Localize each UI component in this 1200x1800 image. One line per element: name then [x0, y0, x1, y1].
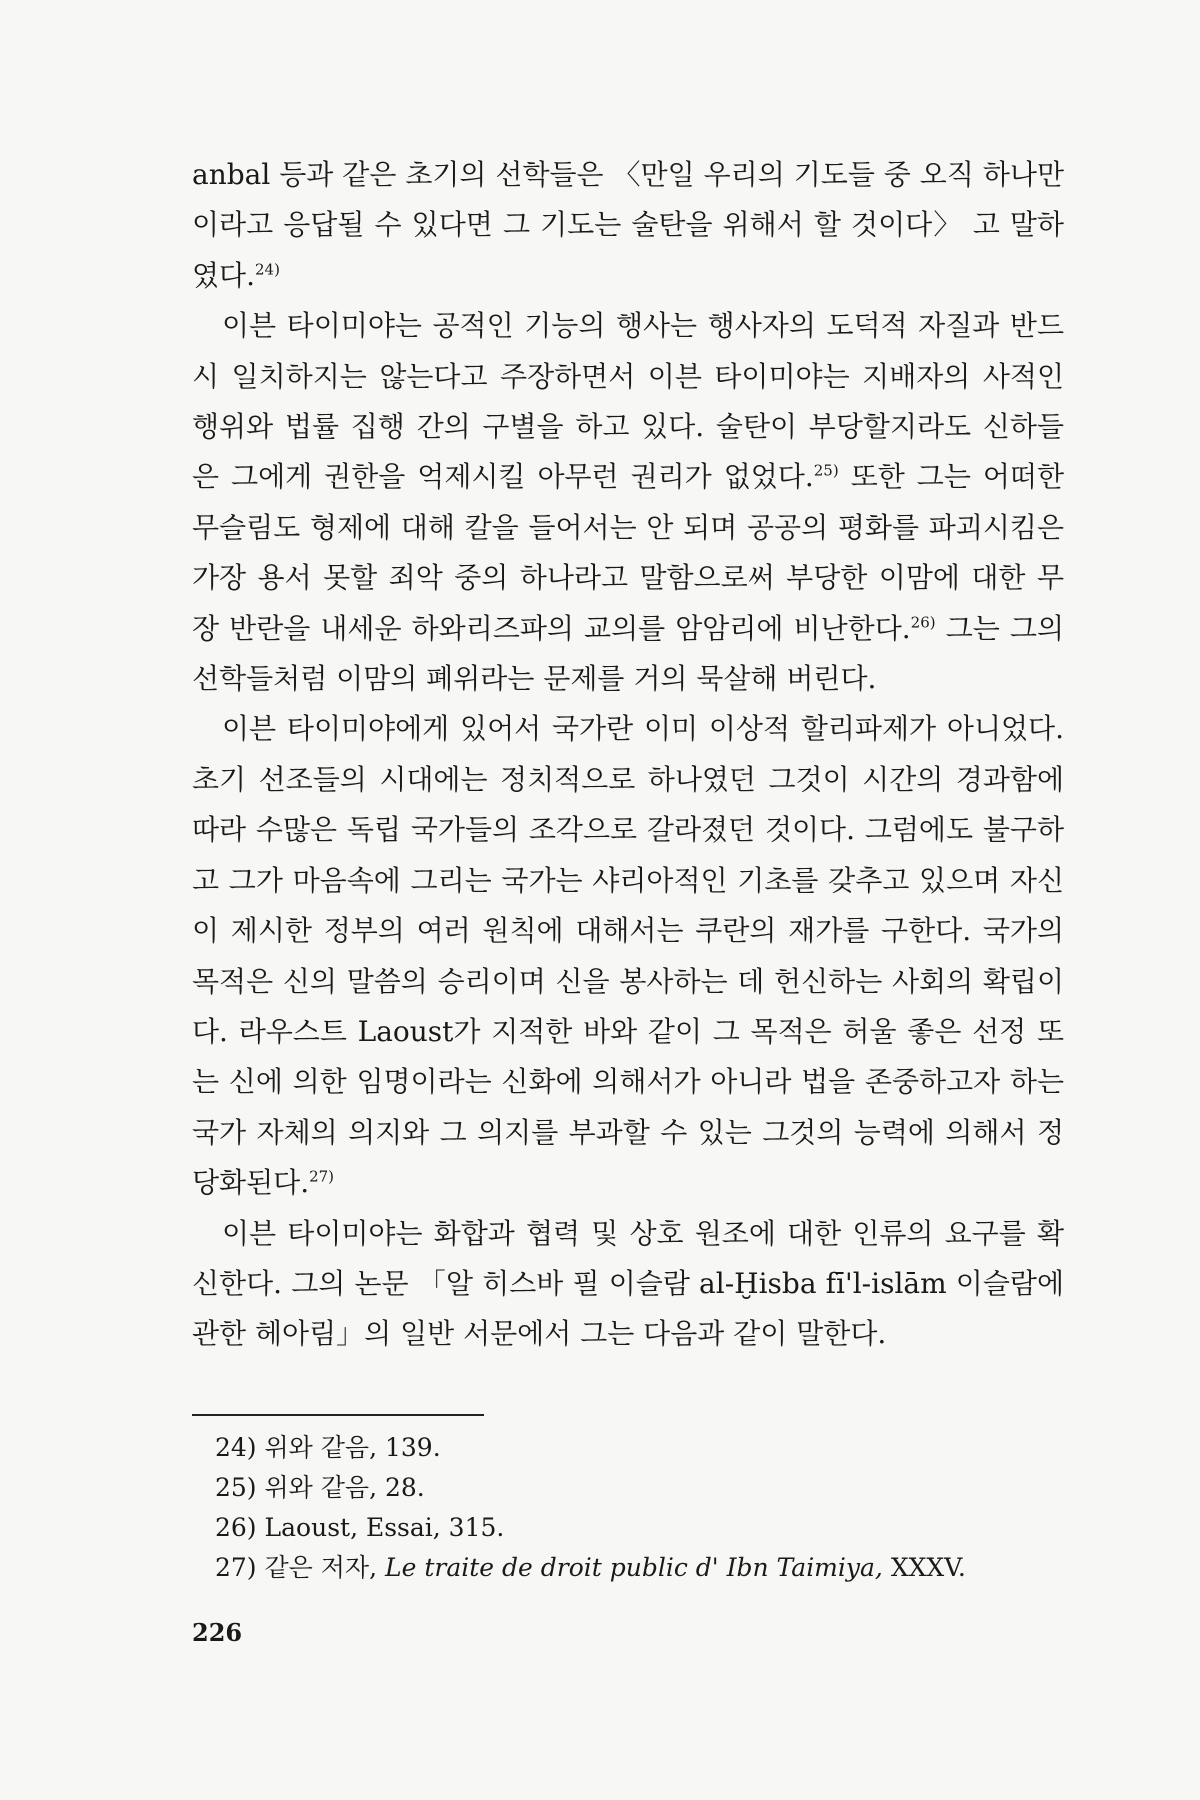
footnote-number: 26) [215, 1513, 257, 1542]
paragraph [192, 1209, 1064, 1360]
text-run: 이븐 타이미야에게 있어서 국가란 이미 이상적 할리파제가 아니었다. 초기 선조들의 시대에는 정치적으로 하나였던 그것이 시간의 경과함에 따라 수많은 독립 국가들의 조각으로 갈라졌던 것이다. 그럼에도 불구하고 그가 마음속에 그리는 국가는 샤리아적인 기초를 갖추고 있으며 자신이 제시한 정부의 여러 원칙에 대해서는 쿠란의 재가를 구한다. 국가의 목적은 신의 말씀의 승리이며 신을 봉사하는 데 헌신하는 사회의 확립이다. 라우스트 Laoust가 지적한 바와 같이 그 목적은 허울 좋은 선정 또는 신에 의한 임명이라는 신화에 의해서가 아니라 법을 존중하고자 하는 국가 자체의 의지와 그 의지를 부과할 수 있는 그것의 능력에 의해서 정당화된다. [192, 712, 1064, 1200]
text-run: 이븐 타이미야는 화합과 협력 및 상호 원조에 대한 인류의 요구를 확신한다. 그의 논문 「알 히스바 필 이슬람 al-Ḫisba fī'l-islām 이슬람에 관한 헤아림」의 일반 서문에서 그는 다음과 같이 말한다. [192, 1216, 1064, 1351]
text-run: 또한 그는 어떠한 무슬림도 형제에 대해 칼을 들어서는 안 되며 공공의 평화를 파괴시킴은 가장 용서 못할 죄악 중의 하나라고 말함으로써 부당한 이맘에 대한 무장 반란을 내세운 하와리즈파의 교의를 암암리에 비난한다. [192, 460, 1065, 645]
footnote [215, 1508, 1075, 1548]
text-run: Laoust, Essai, 315. [264, 1513, 505, 1542]
text-run: XXXV. [882, 1553, 966, 1582]
text-run: anbal 등과 같은 초기의 선학들은 〈만일 우리의 기도들 중 오직 하나만이라고 응답될 수 있다면 그 기도는 술탄을 위해서 할 것이다〉 고 말하였다. [192, 158, 1064, 292]
footnote-number: 25) [215, 1473, 257, 1502]
paragraph [192, 704, 1064, 1208]
footnote-ref: 25) [813, 462, 839, 481]
body-text [192, 150, 1064, 1360]
page-number: 226 [192, 1618, 243, 1647]
footnote-number: 27) [215, 1553, 257, 1582]
footnote-ref: 27) [309, 1167, 335, 1186]
footnote [215, 1428, 1075, 1468]
footnote-ref: 24) [255, 260, 280, 279]
text-run: 위와 같음, 28. [264, 1473, 425, 1502]
footnote-ref: 26) [910, 613, 936, 632]
paragraph [192, 301, 1064, 704]
text-run: 그는 그의 선학들처럼 이맘의 폐위라는 문제를 거의 묵살해 버린다. [192, 611, 1064, 696]
text-run: 이븐 타이미야는 공적인 기능의 행사는 행사자의 도덕적 자질과 반드시 일치하지는 않는다고 주장하면서 이븐 타이미야는 지배자의 사적인 행위와 법률 집행 간의 구별을 하고 있다. 술탄이 부당할지라도 신하들은 그에게 권한을 억제시킬 아무런 권리가 없었다. [192, 309, 1064, 494]
paragraph [192, 150, 1064, 301]
text-run: 위와 같음, 139. [264, 1433, 441, 1462]
footnote [215, 1468, 1075, 1508]
italic-title: Le traite de droit public d' Ibn Taimiya, [384, 1553, 883, 1582]
footnote-number: 24) [215, 1433, 257, 1462]
footnote-divider [192, 1414, 484, 1416]
footnotes [215, 1428, 1075, 1588]
text-run: 같은 저자, [264, 1553, 385, 1582]
footnote [215, 1548, 1075, 1588]
